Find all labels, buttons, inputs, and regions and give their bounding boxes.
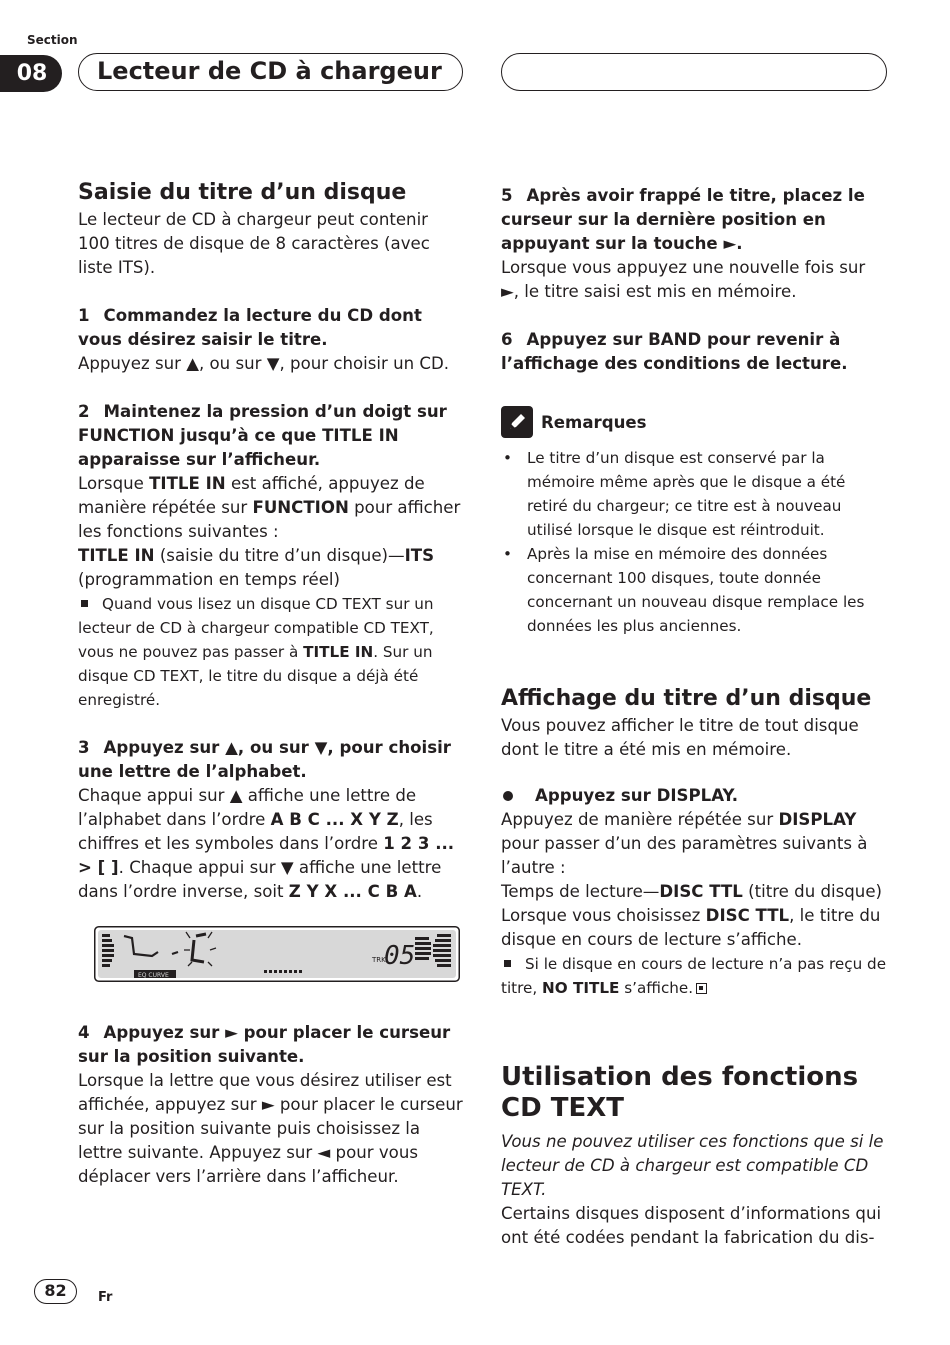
- step-4-title: [78, 1021, 463, 1069]
- section-heading-title-entry: Saisie du titre d’un disque: [78, 180, 407, 205]
- text-run: . Sur un disque CD TEXT, le titre du disque a déjà été enregistré.: [78, 643, 433, 709]
- display-step-bullet: [501, 784, 887, 808]
- step-2-title: [78, 400, 463, 472]
- right-column: [501, 184, 887, 1250]
- step-1-title: [78, 304, 463, 352]
- text-run: (titre du disque): [742, 882, 883, 901]
- text-bold: TITLE IN: [78, 546, 155, 565]
- text-bold: ITS: [404, 546, 435, 565]
- text-run: (programmation en temps réel): [78, 570, 340, 589]
- text-bold: NO TITLE: [542, 979, 620, 997]
- step-5-text: Lorsque vous appuyez une nouvelle fois sur ►, le titre saisi est mis en mémoire.: [501, 258, 866, 301]
- display-params-text: [501, 880, 887, 904]
- text-bold: Z Y X ... C B A: [288, 882, 417, 901]
- cd-text-body: Certains disques disposent d’informations qui ont été codées pendant la fabrication du dis-: [501, 1204, 882, 1247]
- text-run: Chaque appui sur ▲ affiche une lettre de l’alphabet dans l’ordre: [78, 786, 417, 829]
- text-run: , le titre du disque en cours de lecture s’affiche.: [501, 906, 881, 949]
- bullet-step-text: Appuyez sur DISPLAY.: [535, 786, 739, 805]
- step-2-note: [78, 592, 463, 712]
- step-title-text: Appuyez sur ► pour placer le curseur sur la position suivante.: [78, 1023, 451, 1066]
- page-number: 82: [34, 1279, 77, 1304]
- text-bold: DISC TTL: [705, 906, 790, 925]
- section-heading-title-display: Affichage du titre d’un disque: [501, 686, 872, 711]
- step-2-functions: [78, 544, 463, 592]
- step-2-text: [78, 472, 463, 544]
- step-3-text: [78, 784, 463, 904]
- notes-header: [501, 406, 887, 438]
- step-3-title: [78, 736, 463, 784]
- text-bold: TITLE IN: [149, 474, 226, 493]
- text-bold: TITLE IN: [303, 643, 374, 661]
- language-label: Fr: [98, 1290, 113, 1305]
- display-step-text: [501, 808, 887, 880]
- text-run: Temps de lecture—: [501, 882, 660, 901]
- notes-list: [501, 446, 887, 638]
- chapter-title: Lecteur de CD à chargeur: [78, 53, 463, 91]
- text-run: Lorsque: [78, 474, 150, 493]
- note-square-icon: [81, 600, 88, 607]
- section-heading-cd-text: Utilisation des fonctions CD TEXT: [501, 1062, 859, 1123]
- eq-curve-label: EQ CURVE: [138, 972, 169, 979]
- note-square-icon: [504, 960, 511, 967]
- trk-value: 05: [384, 941, 416, 971]
- text-bold: DISPLAY: [778, 810, 857, 829]
- text-run: .: [416, 882, 423, 901]
- header-empty-box: [501, 53, 887, 91]
- step-1-text: Appuyez sur ▲, ou sur ▼, pour choisir un CD.: [78, 354, 450, 373]
- step-title-text: Commandez la lecture du CD dont vous désirez saisir le titre.: [78, 306, 422, 349]
- step-title-text: Appuyez sur BAND pour revenir à l’affichage des conditions de lecture.: [501, 330, 848, 373]
- text-run: Si le disque en cours de lecture n’a pas reçu de titre,: [501, 955, 887, 997]
- text-run: pour afficher les fonctions suivantes :: [78, 498, 461, 541]
- notes-heading: Remarques: [541, 412, 647, 432]
- section-number-badge: 08: [0, 55, 62, 92]
- step-number: 3: [78, 738, 90, 757]
- step-6-title: [501, 328, 887, 376]
- display-choice-text: [501, 904, 887, 952]
- step-5-title: [501, 184, 887, 256]
- text-bold: 1 2 3 ... > [ ]: [78, 834, 455, 877]
- step-number: 1: [78, 306, 90, 325]
- cd-text-italic-note: Vous ne pouvez utiliser ces fonctions que si le lecteur de CD à chargeur est compatible CD TEXT.: [501, 1132, 884, 1199]
- trk-label: TRK: [372, 956, 386, 964]
- left-column: [78, 178, 463, 1189]
- bullet-dot-icon: [503, 791, 513, 801]
- text-run: Lorsque vous choisissez: [501, 906, 706, 925]
- intro-text: Le lecteur de CD à chargeur peut contenir 100 titres de disque de 8 caractères (avec liste ITS).: [78, 210, 430, 277]
- text-run: pour passer d’un des paramètres suivants à l’autre :: [501, 834, 868, 877]
- step-number: 5: [501, 186, 513, 205]
- text-run: Appuyez de manière répétée sur: [501, 810, 779, 829]
- display-intro-text: Vous pouvez afficher le titre de tout disque dont le titre a été mis en mémoire.: [501, 716, 859, 759]
- text-run: (saisie du titre d’un disque)—: [154, 546, 405, 565]
- note-item: • Le titre d’un disque est conservé par la mémoire même après que le disque a été retiré du chargeur; ce titre est à nouveau utilisé lorsque le disque est réintroduit.: [501, 446, 887, 542]
- section-label: Section: [27, 33, 78, 47]
- text-bold: DISC TTL: [659, 882, 743, 901]
- lcd-display-illustration: [94, 926, 460, 982]
- text-run: Quand vous lisez un disque CD TEXT sur un lecteur de CD à chargeur compatible CD TEXT, vous ne pouvez pas passer à: [78, 595, 434, 661]
- text-run: . Chaque appui sur ▼ affiche une lettre dans l’ordre inverse, soit: [78, 858, 442, 901]
- text-run: est affiché, appuyez de manière répétée sur: [78, 474, 425, 517]
- step-title-text: Après avoir frappé le titre, placez le curseur sur la dernière position en appuyant sur la touche ►.: [501, 186, 865, 253]
- step-title-text: Maintenez la pression d’un doigt sur FUNCTION jusqu’à ce que TITLE IN apparaisse sur l’afficheur.: [78, 402, 447, 469]
- step-number: 2: [78, 402, 90, 421]
- step-4-text: Lorsque la lettre que vous désirez utiliser est affichée, appuyez sur ► pour placer le curseur sur la position suivante puis choisissez la lettre suivante. Appuyez sur ◄ pour vous déplacer vers l’arrière dans l’afficheur.: [78, 1071, 463, 1186]
- text-run: s’affiche.: [619, 979, 694, 997]
- pencil-note-icon: [501, 406, 533, 438]
- note-item: • Après la mise en mémoire des données concernant 100 disques, toute donnée concernant un nouveau disque remplace les données les plus anciennes.: [501, 542, 887, 638]
- text-bold: FUNCTION: [252, 498, 349, 517]
- step-title-text: Appuyez sur ▲, ou sur ▼, pour choisir une lettre de l’alphabet.: [78, 738, 451, 781]
- text-run: , les chiffres et les symboles dans l’ordre: [78, 810, 433, 853]
- text-bold: A B C ... X Y Z: [270, 810, 399, 829]
- step-number: 4: [78, 1023, 90, 1042]
- display-note: [501, 952, 887, 1000]
- step-number: 6: [501, 330, 513, 349]
- end-mark-icon: [696, 983, 707, 994]
